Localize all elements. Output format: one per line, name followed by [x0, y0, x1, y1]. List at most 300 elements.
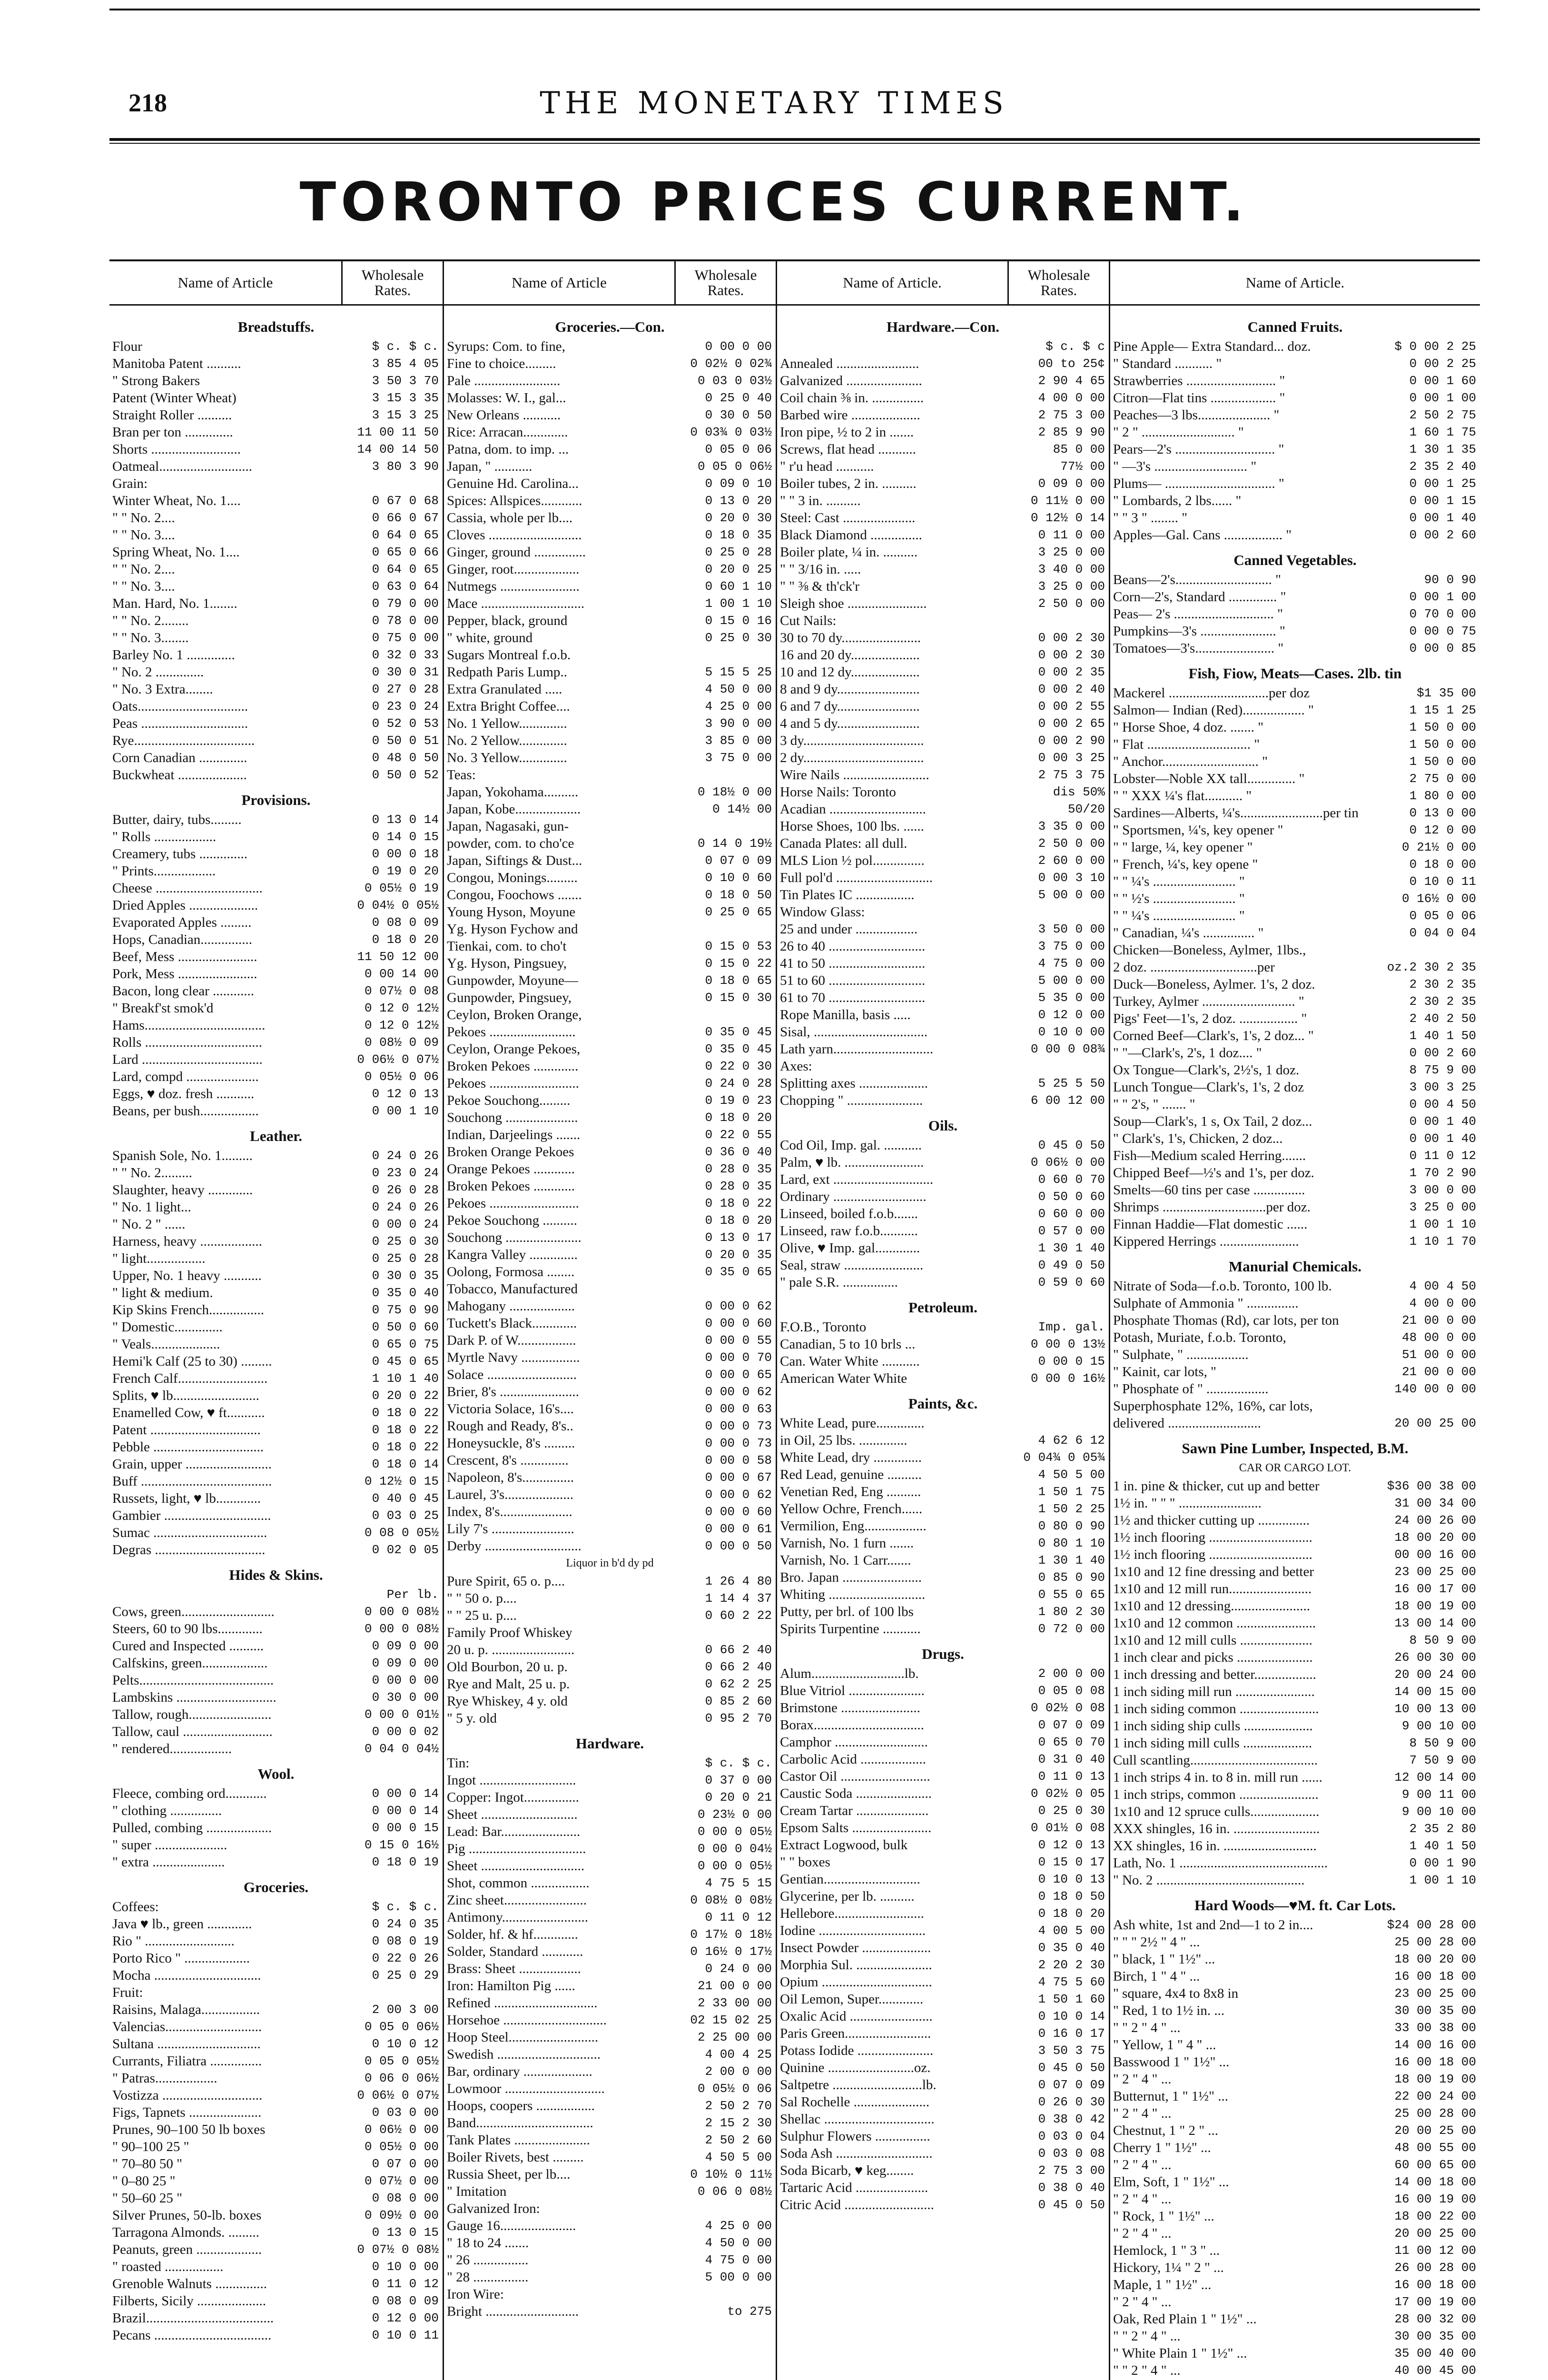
section-heading: Breadstuffs.: [237, 318, 315, 335]
price-row: [1110, 509, 1480, 526]
article-name: Lily 7's ........................: [447, 1521, 574, 1537]
wholesale-rate: 2 15 2 30: [705, 2116, 772, 2130]
wholesale-rate: 0 25 0 30: [705, 631, 772, 645]
article-name: Rye Whiskey, 4 y. old: [447, 1694, 568, 1709]
price-row: [444, 578, 776, 595]
wholesale-rate: 0 50 0 51: [372, 734, 439, 748]
wholesale-rate: 0 01½ 0 08: [1030, 1821, 1105, 1835]
price-row: [109, 1353, 443, 1370]
price-row: [444, 1075, 776, 1092]
article-name: Grain, upper .........................: [112, 1457, 272, 1472]
wholesale-rate: 5 25 5 50: [1038, 1076, 1105, 1091]
price-row: [777, 2179, 1109, 2196]
article-name: Lard, compd .....................: [112, 1069, 259, 1084]
article-name: Japan, Nagasaki, gun-: [447, 819, 569, 834]
article-name: Galvanized ......................: [780, 373, 922, 388]
wholesale-rate: 0 00 0 16½: [1030, 1371, 1105, 1386]
wholesale-rate: [1005, 903, 1109, 921]
wholesale-rate: 1 30 1 40: [1038, 1241, 1105, 1255]
header-rule: [109, 138, 1480, 141]
price-row: [109, 2018, 443, 2035]
wholesale-rate: 10 00 13 00: [1394, 1702, 1476, 1716]
wholesale-rate: 0 35 0 45: [705, 1025, 772, 1039]
wholesale-rate: 16 00 17 00: [1394, 1582, 1476, 1596]
wholesale-rate: 2 75 3 75: [1038, 768, 1105, 782]
wholesale-rate: 0 15 0 16½: [364, 1838, 439, 1852]
price-row: [444, 2303, 776, 2320]
wholesale-rate: 4 75 5 60: [1038, 1975, 1105, 1989]
wholesale-rate: 0 18 0 00: [1409, 857, 1476, 872]
wholesale-rate: 5 00 0 00: [705, 2270, 772, 2284]
price-row: [1110, 1735, 1480, 1752]
price-row: [444, 869, 776, 886]
price-row: [777, 1716, 1109, 1734]
price-row: [444, 2200, 776, 2217]
wholesale-rate: 4 00 0 00: [1038, 391, 1105, 405]
article-name: " " 2's, " ....... ": [1113, 1097, 1195, 1112]
article-name: Bright ...........................: [447, 2304, 579, 2319]
wholesale-rate: 0 38 0 40: [1038, 2181, 1105, 2195]
article-name: " " 2 " 4 " ...: [1113, 2363, 1181, 2378]
section-heading: Hides & Skins.: [229, 1567, 323, 1583]
price-row: [109, 1199, 443, 1216]
price-row: [444, 766, 776, 783]
article-name: Sulphate of Ammonia " ...............: [1113, 1296, 1299, 1311]
wholesale-rate: $ c. $ c.: [372, 339, 439, 354]
wholesale-rate: 0 00 0 15: [1038, 1354, 1105, 1368]
wholesale-rate: 0 05 0 06½: [697, 459, 772, 474]
article-name: Whiting ............................: [780, 1587, 926, 1602]
price-row: [444, 2080, 776, 2097]
article-name: Eggs, ♥ doz. fresh ...........: [112, 1086, 255, 1101]
wholesale-rate: 0 04¾ 0 05¾: [1023, 1450, 1105, 1465]
section-heading: Fish, Fiow, Meats—Cases. 2lb. tin: [1188, 665, 1402, 682]
wholesale-rate: 0 09 0 00: [372, 1639, 439, 1653]
wholesale-rate: 77½ 00: [1060, 459, 1105, 474]
price-row: [1110, 2225, 1480, 2242]
article-name: Lobster—Noble XX tall.............. ": [1113, 771, 1305, 786]
wholesale-rate: 0 20 0 25: [705, 562, 772, 576]
article-name: Tomatoes—3's....................... ": [1113, 641, 1284, 656]
section-heading: Manurial Chemicals.: [1229, 1258, 1361, 1275]
wholesale-rate: 00 to 25¢: [1038, 357, 1105, 371]
price-row: [109, 1950, 443, 1967]
article-name: Pepper, black, ground: [447, 613, 568, 628]
price-row: [1110, 1164, 1480, 1181]
wholesale-rate: 4 50 0 00: [705, 682, 772, 696]
wholesale-rate: 18 00 20 00: [1394, 1952, 1476, 1966]
price-row: [444, 1520, 776, 1537]
wholesale-rate: 0 65 0 66: [372, 545, 439, 559]
price-row: [777, 1552, 1109, 1569]
price-row: [444, 835, 776, 852]
wholesale-rate: 3 35 0 00: [1038, 819, 1105, 833]
price-row: [777, 492, 1109, 509]
wholesale-rate: 2 90 4 65: [1038, 374, 1105, 388]
article-name: Cream Tartar .....................: [780, 1803, 929, 1818]
article-name: " " large, ¼, key opener ": [1113, 840, 1253, 855]
wholesale-rate: 18 00 20 00: [1394, 1530, 1476, 1545]
price-row: [1110, 372, 1480, 389]
wholesale-rate: 21 00 0 00: [697, 1979, 772, 1993]
article-name: " No. 1 light...: [112, 1200, 191, 1215]
article-name: [109, 1586, 339, 1603]
article-name: " French, ¼'s, key opene ": [1113, 857, 1258, 872]
article-name: Castor Oil ..........................: [780, 1769, 930, 1784]
article-name: Gunpowder, Pingsuey,: [447, 990, 572, 1005]
wholesale-rate: 0 00 0 05½: [697, 1859, 772, 1873]
price-row: [777, 783, 1109, 801]
price-row: [444, 2063, 776, 2080]
price-row: [1110, 1546, 1480, 1563]
article-name: " white, ground: [447, 630, 533, 645]
price-row: [1110, 1346, 1480, 1363]
article-name: Russets, light, ♥ lb.............: [112, 1491, 261, 1506]
wholesale-rate: 0 08 0 00: [372, 2191, 439, 2205]
wholesale-rate: 0 00 0 00: [705, 339, 772, 354]
article-name: 1x10 and 12 fine dressing and better: [1113, 1564, 1314, 1579]
article-name: Boiler tubes, 2 in. ..........: [780, 476, 917, 491]
wholesale-rate: 0 30 0 35: [372, 1269, 439, 1283]
article-name: Vermilion, Eng..................: [780, 1518, 927, 1534]
price-row: [1110, 2002, 1480, 2019]
wholesale-rate: 0 18½ 0 00: [697, 785, 772, 799]
wholesale-rate: 2 75 3 00: [1038, 2163, 1105, 2178]
price-row: [777, 2196, 1109, 2213]
price-row: [777, 1569, 1109, 1586]
price-row: [109, 1051, 443, 1068]
price-row: [777, 1188, 1109, 1205]
wholesale-rate: 0 63 0 64: [372, 579, 439, 594]
article-name: Smelts—60 tins per case ...............: [1113, 1182, 1305, 1198]
price-row: [1110, 1363, 1480, 1380]
article-name: Refined ..............................: [447, 1995, 598, 2011]
section-heading: Petroleum.: [908, 1299, 977, 1316]
section-heading: Oils.: [928, 1117, 958, 1134]
article-name: Iron: Hamilton Pig ......: [447, 1978, 575, 1993]
article-name: XXX shingles, 16 in. .........................: [1113, 1821, 1320, 1836]
article-name: Patent (Winter Wheat): [112, 390, 237, 406]
price-row: [777, 1956, 1109, 1973]
wholesale-rate: 3 15 3 25: [372, 408, 439, 422]
wholesale-rate: 0 20 0 35: [705, 1248, 772, 1262]
price-row: [109, 1034, 443, 1051]
wholesale-rate: 1 00 1 10: [705, 596, 772, 611]
wholesale-rate: 0 15 0 53: [705, 939, 772, 953]
price-row: [1110, 1147, 1480, 1164]
wholesale-rate: 0 10 0 12: [372, 2037, 439, 2051]
price-row: [109, 2258, 443, 2275]
price-row: [444, 1977, 776, 1994]
price-row: [777, 681, 1109, 698]
price-row: [444, 1960, 776, 1977]
wholesale-rate: 5 15 5 25: [705, 665, 772, 679]
wholesale-rate: 0 60 0 70: [1038, 1172, 1105, 1187]
wholesale-rate: 0 00 0 70: [705, 1350, 772, 1365]
article-name: " " boxes: [780, 1854, 830, 1870]
wholesale-rate: 0 18 0 22: [372, 1406, 439, 1420]
article-name: XX shingles, 16 in. ...........................: [1113, 1838, 1317, 1854]
article-name: Derby ............................: [447, 1538, 582, 1554]
price-row: [1110, 1649, 1480, 1666]
price-row: [1110, 1934, 1480, 1951]
wholesale-rate: 0 00 0 67: [705, 1470, 772, 1485]
wholesale-rate: 0 10 0 14: [1038, 2009, 1105, 2023]
wholesale-rate: 26 00 30 00: [1394, 1650, 1476, 1665]
price-row: [444, 955, 776, 972]
article-name: Splits, ♥ lb.........................: [112, 1388, 259, 1403]
column-header-name: Name of Article: [177, 274, 273, 291]
wholesale-rate: [672, 2286, 776, 2303]
price-row: [109, 1181, 443, 1199]
price-row: [1110, 1130, 1480, 1147]
price-row: [777, 578, 1109, 595]
article-name: Venetian Red, Eng ..........: [780, 1484, 921, 1499]
price-row: [444, 2012, 776, 2029]
wholesale-rate: 4 75 0 00: [1038, 956, 1105, 971]
article-name: Horsehoe ..............................: [447, 2013, 607, 2028]
wholesale-rate: 0 05½ 0 06: [364, 1070, 439, 1084]
wholesale-rate: 0 00 0 75: [1409, 624, 1476, 638]
price-row: [1110, 2071, 1480, 2088]
article-name: Indian, Darjeelings .......: [447, 1127, 581, 1142]
article-name: Sultana ..............................: [112, 2036, 261, 2052]
price-row: [109, 1000, 443, 1017]
wholesale-rate: 0 10 0 00: [372, 2260, 439, 2274]
article-name: Flour: [112, 339, 142, 354]
article-name: Superphosphate 12%, 16%, car lots,: [1113, 1398, 1313, 1414]
price-row: [109, 629, 443, 646]
article-name: Citric Acid ..........................: [780, 2197, 934, 2212]
article-name: " super .....................: [112, 1837, 227, 1853]
article-name: in Oil, 25 lbs. ..............: [780, 1433, 907, 1448]
price-row: [777, 903, 1109, 921]
wholesale-rate: 14 00 16 00: [1394, 2038, 1476, 2052]
price-row: [777, 595, 1109, 612]
wholesale-rate: to 275: [727, 2304, 772, 2319]
wholesale-rate: 0 13 0 20: [705, 494, 772, 508]
price-row: [1110, 2311, 1480, 2328]
wholesale-rate: 16 00 19 00: [1394, 2192, 1476, 2206]
price-row: [109, 578, 443, 595]
price-row: [1110, 822, 1480, 839]
price-row: [109, 2292, 443, 2310]
wholesale-rate: 0 03 0 25: [372, 1508, 439, 1523]
article-name: Dried Apples ....................: [112, 898, 258, 913]
article-name: 1x10 and 12 mill culls .....................: [1113, 1633, 1312, 1648]
wholesale-rate: [672, 766, 776, 783]
wholesale-rate: 0 13 0 15: [372, 2225, 439, 2240]
article-name: " 5 y. old: [447, 1711, 497, 1726]
article-name: Canadian, 5 to 10 brls ...: [780, 1337, 916, 1352]
article-name: Kangra Valley ..............: [447, 1247, 578, 1262]
wholesale-rate: 4 25 0 00: [705, 2219, 772, 2233]
article-name: 1½ in. " " " ........................: [1113, 1496, 1262, 1511]
article-name: Rio " ..........................: [112, 1934, 235, 1949]
article-name: Pure Spirit, 65 o. p....: [447, 1574, 565, 1589]
wholesale-rate: 0 05 0 06: [1409, 909, 1476, 923]
price-row: [777, 1802, 1109, 1819]
wholesale-rate: 0 14½ 00: [712, 802, 772, 816]
wholesale-rate: 0 66 2 40: [705, 1660, 772, 1674]
wholesale-rate: 0 15 0 30: [705, 991, 772, 1005]
price-row: [1110, 753, 1480, 770]
wholesale-rate: 23 00 25 00: [1394, 1986, 1476, 2001]
price-column-4: [1109, 261, 1480, 2380]
wholesale-rate: [672, 818, 776, 835]
article-name: Corn—2's, Standard .............. ": [1113, 589, 1286, 605]
article-name: 2 dy...................................: [780, 750, 924, 765]
article-name: " " No. 3....: [112, 579, 175, 594]
article-name: MLS Lion ½ pol...............: [780, 853, 925, 868]
wholesale-rate: 3 15 3 35: [372, 391, 439, 405]
article-name: " square, 4x4 to 8x8 in: [1113, 1986, 1239, 2001]
article-name: 1½ and thicker cutting up ...............: [1113, 1513, 1310, 1528]
price-row: [109, 931, 443, 948]
article-name: Hoops, coopers .................: [447, 2098, 595, 2113]
wholesale-rate: 0 35 0 40: [372, 1286, 439, 1300]
wholesale-rate: 14 00 18 00: [1394, 2175, 1476, 2189]
wholesale-rate: 0 18 0 22: [705, 1196, 772, 1210]
wholesale-rate: 0 00 0 61: [705, 1522, 772, 1536]
price-column-1: [109, 261, 443, 2380]
article-name: Cut Nails:: [780, 613, 837, 628]
article-name: Gentian............................: [780, 1872, 920, 1887]
article-name: Peaches—3 lbs..................... ": [1113, 407, 1280, 423]
wholesale-rate: 0 00 2 60: [1409, 528, 1476, 542]
article-name: Maple, 1 " 1½" ...: [1113, 2277, 1212, 2292]
wholesale-rate: 2 60 0 00: [1038, 853, 1105, 868]
price-row: [109, 982, 443, 1000]
wholesale-rate: 0 14 0 19½: [697, 836, 772, 851]
wholesale-rate: 0 00 2 30: [1038, 631, 1105, 645]
wholesale-rate: 9 00 10 00: [1401, 1719, 1476, 1733]
wholesale-rate: 0 25 0 40: [705, 391, 772, 405]
wholesale-rate: 0 00 0 62: [705, 1299, 772, 1313]
wholesale-rate: 0 10 0 11: [1409, 874, 1476, 889]
article-name: Mace ..............................: [447, 596, 585, 611]
article-name: Gunpowder, Moyune—: [447, 973, 578, 988]
price-row: [444, 1641, 776, 1658]
price-row: [777, 407, 1109, 424]
wholesale-rate: 33 00 38 00: [1394, 2021, 1476, 2035]
article-name: Alum...........................lb.: [780, 1666, 919, 1681]
wholesale-rate: 1 40 1 50: [1409, 1029, 1476, 1043]
wholesale-rate: 0 12 0 13: [372, 1087, 439, 1101]
price-row: [444, 2132, 776, 2149]
price-row: [444, 372, 776, 389]
wholesale-rate: 0 05 0 05½: [364, 2054, 439, 2068]
article-name: Brimstone .......................: [780, 1700, 920, 1716]
wholesale-rate: 25 00 28 00: [1394, 2106, 1476, 2121]
price-row: [777, 1699, 1109, 1716]
price-row: [109, 526, 443, 544]
wholesale-rate: 0 18 0 65: [705, 973, 772, 988]
column-header-rates: Wholesale Rates.: [341, 261, 443, 304]
wholesale-rate: 2 00 3 00: [372, 2003, 439, 2017]
wholesale-rate: 0 00 0 62: [705, 1488, 772, 1502]
price-row: [109, 681, 443, 698]
wholesale-rate: 0 35 0 65: [705, 1265, 772, 1279]
article-name: 20 u. p. ........................: [447, 1642, 575, 1657]
article-name: Valencias............................: [112, 2019, 262, 2034]
article-name: " 70–80 50 ": [112, 2156, 182, 2172]
wholesale-rate: 0 03 0 00: [372, 2105, 439, 2120]
price-row: [109, 749, 443, 766]
price-row: [1110, 959, 1480, 976]
section-heading: Groceries.: [243, 1879, 309, 1895]
price-row: [109, 1319, 443, 1336]
article-name: Index, 8's.....................: [447, 1504, 572, 1519]
article-name: Tallow, rough........................: [112, 1707, 272, 1722]
article-name: Oil Lemon, Super.............: [780, 1992, 924, 2007]
article-name: 10 and 12 dy....................: [780, 664, 920, 680]
price-row: [444, 492, 776, 509]
price-row: [109, 458, 443, 475]
price-row: [109, 2087, 443, 2104]
wholesale-rate: 1 00 1 10: [1409, 1217, 1476, 1231]
wholesale-rate: 9 00 10 00: [1401, 1805, 1476, 1819]
wholesale-rate: 26 00 28 00: [1394, 2261, 1476, 2275]
price-row: [444, 458, 776, 475]
price-row: [109, 914, 443, 931]
article-name: Corn Canadian ..............: [112, 750, 247, 765]
wholesale-rate: 1 50 0 00: [1409, 737, 1476, 752]
wholesale-rate: 5 35 0 00: [1038, 991, 1105, 1005]
wholesale-rate: 2 25 00 00: [697, 2030, 772, 2044]
price-row: [109, 1147, 443, 1164]
price-row: [109, 1603, 443, 1620]
wholesale-rate: $ 0 00 2 25: [1394, 339, 1476, 354]
article-name: " Rock, 1 " 1½" ...: [1113, 2209, 1214, 2224]
price-row: [777, 2128, 1109, 2145]
article-name: Manitoba Patent ..........: [112, 356, 241, 371]
price-row: [777, 2076, 1109, 2093]
wholesale-rate: 0 11 0 13: [1038, 1769, 1105, 1784]
price-row: [1110, 924, 1480, 942]
price-row: [444, 1058, 776, 1075]
price-row: [109, 664, 443, 681]
wholesale-rate: 0 66 0 67: [372, 511, 439, 525]
wholesale-rate: 0 00 0 08½: [364, 1622, 439, 1636]
wholesale-rate: 0 10 0 11: [372, 2328, 439, 2342]
price-row: [1110, 1278, 1480, 1295]
article-name: " " " 2½ " 4 " ...: [1113, 1934, 1200, 1950]
price-row: [109, 1017, 443, 1034]
page-number: 218: [128, 89, 167, 117]
price-row: [777, 1500, 1109, 1517]
article-name: " light & medium.: [112, 1285, 213, 1300]
article-name: Iron Wire:: [447, 2287, 504, 2302]
price-row: [1110, 1803, 1480, 1820]
wholesale-rate: 0 07 0 09: [1038, 2078, 1105, 2092]
article-name: 1 inch dressing and better..................: [1113, 1667, 1316, 1682]
wholesale-rate: 9 00 11 00: [1401, 1787, 1476, 1802]
column-header-rates: Wholesale Rates.: [1007, 261, 1109, 304]
article-name: " 2 " 4 " ...: [1113, 2106, 1172, 2121]
article-name: Oats................................: [112, 699, 248, 714]
wholesale-rate: [1376, 942, 1480, 959]
price-row: [109, 965, 443, 982]
article-name: 1x10 and 12 spruce culls....................: [1113, 1804, 1320, 1819]
article-name: Spices: Allspices............: [447, 493, 582, 508]
price-row: [777, 1973, 1109, 1991]
price-row: [109, 715, 443, 732]
price-row: [444, 1676, 776, 1693]
article-name: Slaughter, heavy .............: [112, 1182, 253, 1198]
article-name: Borax................................: [780, 1717, 924, 1733]
price-row: [1110, 1717, 1480, 1735]
